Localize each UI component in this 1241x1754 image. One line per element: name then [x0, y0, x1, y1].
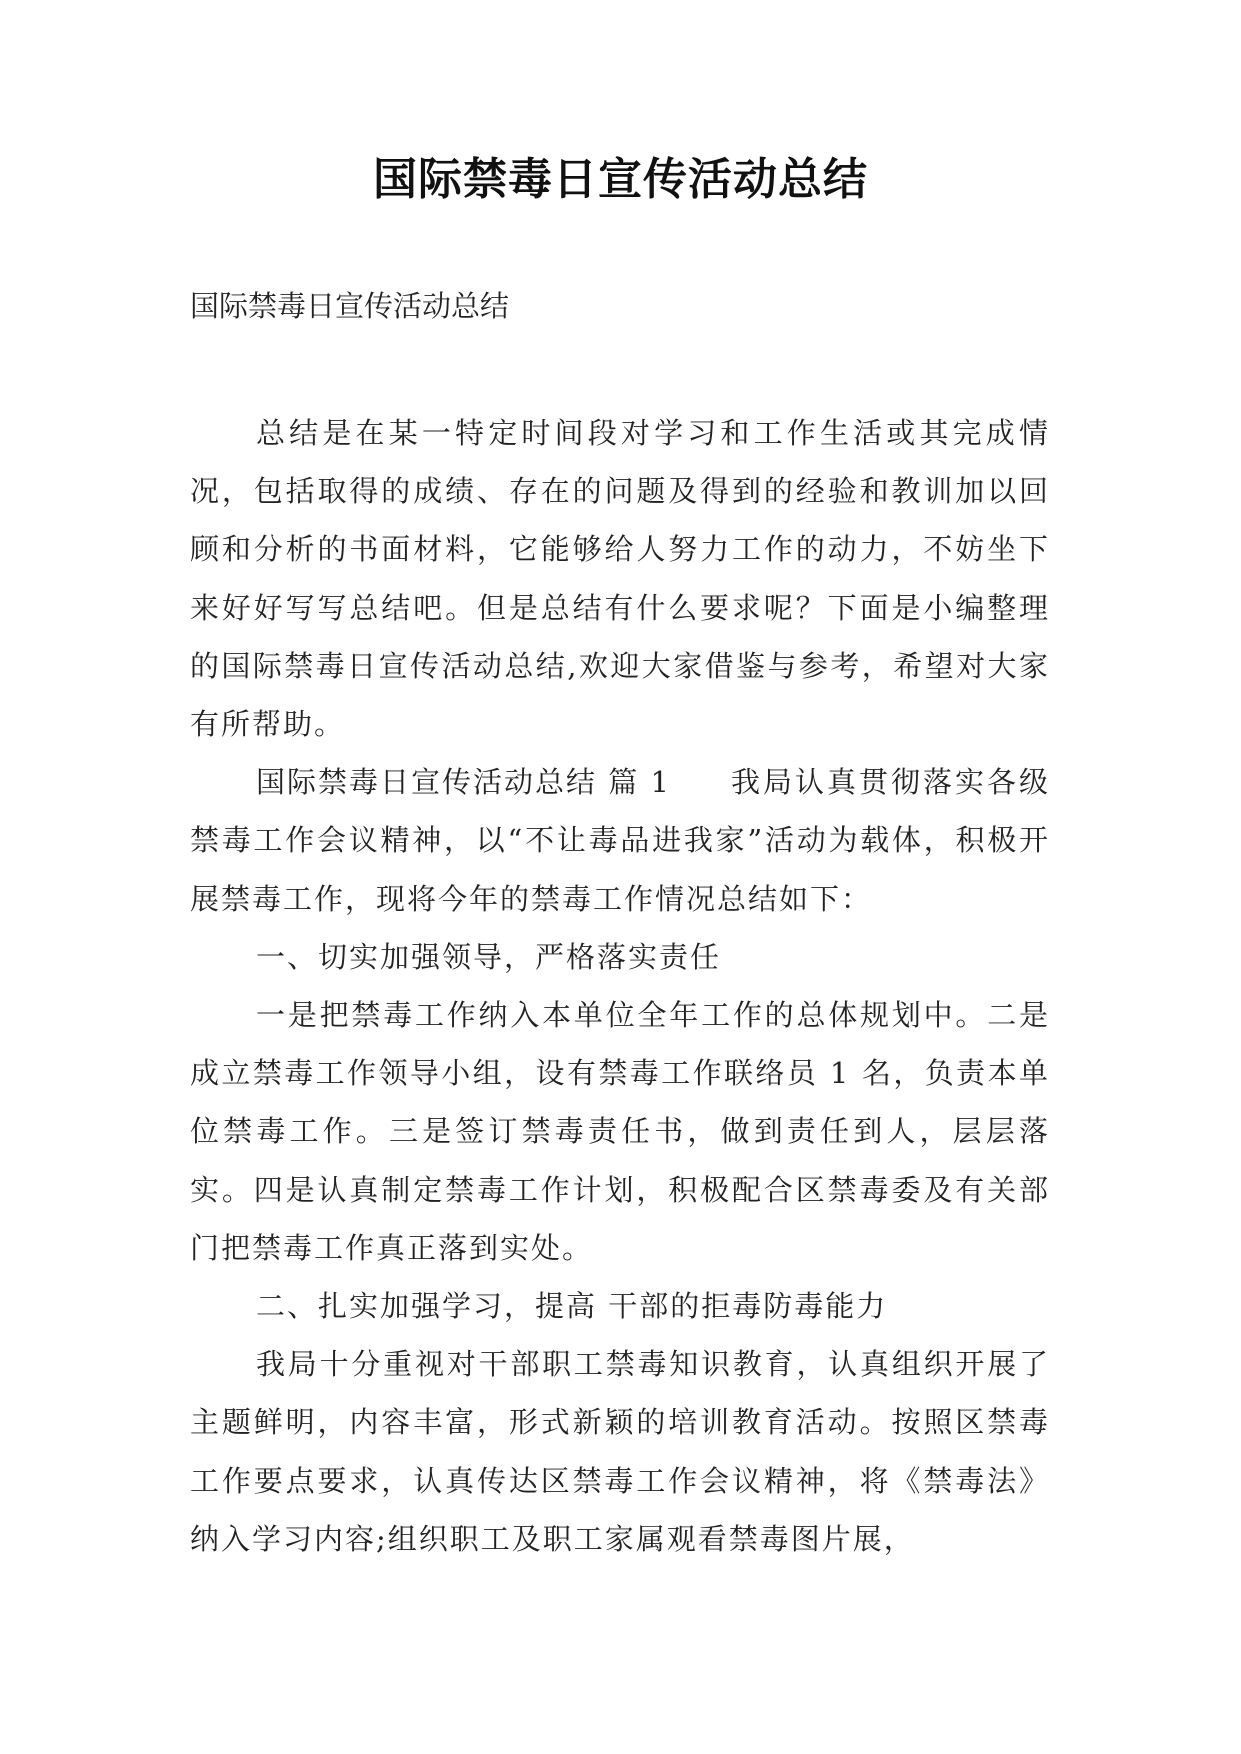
section1-paragraph: 一是把禁毒工作纳入本单位全年工作的总体规划中。二是成立禁毒工作领导小组，设有禁毒工作联络员 1 名，负责本单位禁毒工作。三是签订禁毒责任书，做到责任到人，层层落实。四是认真制定禁毒工作计划，积极配合区禁毒委及有关部门把禁毒工作真正落到实处。 [190, 998, 1050, 1265]
intro-paragraph: 总结是在某一特定时间段对学习和工作生活或其完成情况，包括取得的成绩、存在的问题及得到的经验和教训加以回顾和分析的书面材料，它能够给人努力工作的动力，不妨坐下来好好写写总结吧。但是总结有什么要求呢？下面是小编整理的国际禁毒日宣传活动总结,欢迎大家借鉴与参考，希望对大家有所帮助。 [190, 416, 1050, 742]
article-opening-paragraph [190, 753, 1050, 928]
section1-heading: 一、切实加强领导，严格落实责任 [256, 939, 722, 974]
document-title: 国际禁毒日宣传活动总结 [373, 154, 868, 205]
article-opening-text: 我局认真贯彻落实各级禁毒工作会议精神，以“不让毒品进我家”活动为载体，积极开展禁毒工作，现将今年的禁毒工作情况总结如下： [190, 765, 1050, 916]
document-subtitle: 国际禁毒日宣传活动总结 [190, 289, 510, 323]
section2-paragraph: 我局十分重视对干部职工禁毒知识教育，认真组织开展了主题鲜明，内容丰富，形式新颖的培训教育活动。按照区禁毒工作要点要求，认真传达区禁毒工作会议精神，将《禁毒法》纳入学习内容;组织职工及职工家属观看禁毒图片展， [190, 1347, 1050, 1556]
document-body [190, 404, 1050, 1568]
article-heading: 国际禁毒日宣传活动总结 篇 1 [256, 765, 670, 800]
section2-heading: 二、扎实加强学习，提高 干部的拒毒防毒能力 [256, 1289, 888, 1324]
